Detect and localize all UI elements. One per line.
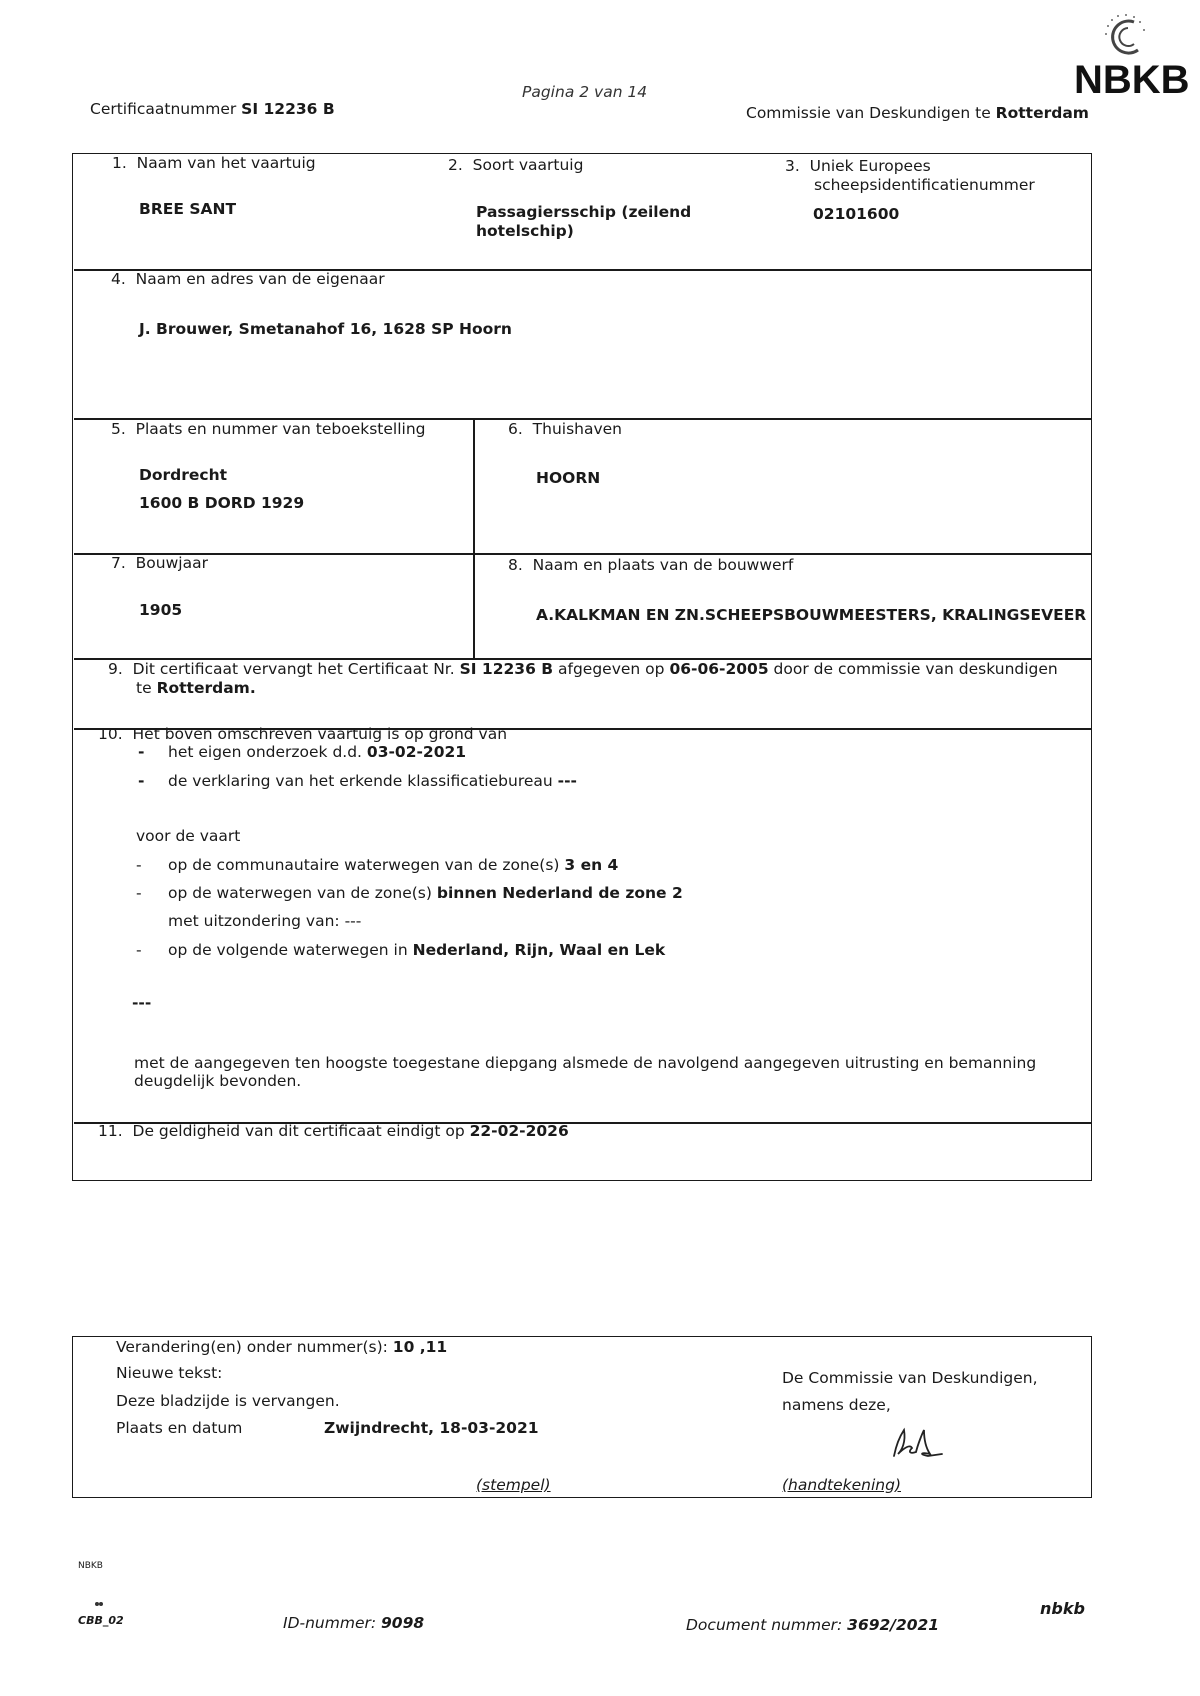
changes-box <box>72 1336 1092 1498</box>
classification-declaration: de verklaring van het erkende klassificatiebureau --- <box>168 772 577 790</box>
changes-numbers: Verandering(en) onder nummer(s): 10 ,11 <box>116 1338 448 1356</box>
field-10-closing: met de aangegeven ten hoogste toegestane diepgang alsmede de navolgend aangegeven uitrusting en bemanning deugdelijk bevonden. <box>134 1054 1037 1090</box>
field-3-label: 3. Uniek Europees scheepsidentificatienummer <box>785 157 1035 194</box>
footer-small-logo: NBKB <box>78 1561 103 1571</box>
nbkb-emblem-icon <box>1100 12 1152 62</box>
build-year: 1905 <box>139 601 183 619</box>
owner-address: J. Brouwer, Smetanahof 16, 1628 SP Hoorn <box>139 320 512 338</box>
certificate-number: Certificaatnummer SI 12236 B <box>90 100 335 118</box>
shipyard: A.KALKMAN EN ZN.SCHEEPSBOUWMEESTERS, KRALINGSEVEER <box>536 606 1087 624</box>
own-inspection: het eigen onderzoek d.d. 03-02-2021 <box>168 743 467 761</box>
field-9-text: 9. Dit certificaat vervangt het Certificaat Nr. SI 12236 B afgegeven op 06-06-2005 door de commissie van deskundigen <box>108 660 1058 678</box>
on-behalf: namens deze, <box>782 1396 891 1414</box>
dash-3: - <box>136 856 142 874</box>
waterway-exceptions: met uitzondering van: --- <box>168 912 362 930</box>
dashes-placeholder: --- <box>132 994 152 1012</box>
registration-place: Dordrecht <box>139 466 228 484</box>
field-6-label: 6. Thuishaven <box>508 420 623 438</box>
field-1-label: 1. Naam van het vaartuig <box>112 154 316 172</box>
field-8-label: 8. Naam en plaats van de bouwwerf <box>508 556 794 574</box>
commission-signoff: De Commissie van Deskundigen, <box>782 1369 1038 1387</box>
registration-number: 1600 B DORD 1929 <box>139 494 305 512</box>
field-4-label: 4. Naam en adres van de eigenaar <box>111 270 385 288</box>
voor-de-vaart: voor de vaart <box>136 827 241 845</box>
dash-2: - <box>138 772 145 790</box>
dash-4: - <box>136 884 142 902</box>
signature-icon <box>888 1422 948 1462</box>
document-number: Document nummer: 3692/2021 <box>686 1616 940 1634</box>
bullet-icon <box>94 1592 104 1598</box>
european-vessel-id: 02101600 <box>813 205 900 223</box>
place-date-label: Plaats en datum <box>116 1419 243 1437</box>
waterway-following: op de volgende waterwegen in Nederland, Rijn, Waal en Lek <box>168 941 666 959</box>
vessel-name: BREE SANT <box>139 200 237 218</box>
field-5-label: 5. Plaats en nummer van teboekstelling <box>111 420 426 438</box>
page-indicator: Pagina 2 van 14 <box>522 83 648 101</box>
waterway-community: op de communautaire waterwegen van de zone(s) 3 en 4 <box>168 856 619 874</box>
commission-header: Commissie van Deskundigen te Rotterdam <box>746 104 1089 122</box>
form-code: CBB_02 <box>78 1614 124 1627</box>
place-date-value: Zwijndrecht, 18-03-2021 <box>324 1419 539 1437</box>
dash-5: - <box>136 941 142 959</box>
page-replaced: Deze bladzijde is vervangen. <box>116 1392 340 1410</box>
field-7-label: 7. Bouwjaar <box>111 554 208 572</box>
vessel-type: Passagiersschip (zeilend hotelschip) <box>476 203 692 240</box>
home-port: HOORN <box>536 469 601 487</box>
field-11: 11. De geldigheid van dit certificaat eindigt op 22-02-2026 <box>98 1122 569 1140</box>
dash-1: - <box>138 743 145 761</box>
field-10-intro: 10. Het boven omschreven vaartuig is op grond van <box>98 725 508 743</box>
footer-brand: nbkb <box>1040 1599 1085 1618</box>
nbkb-logo: NBKB <box>1074 58 1190 102</box>
field-2-label: 2. Soort vaartuig <box>448 156 584 174</box>
waterway-zones: op de waterwegen van de zone(s) binnen Nederland de zone 2 <box>168 884 683 902</box>
field-9-city: te Rotterdam. <box>136 679 256 697</box>
new-text-label: Nieuwe tekst: <box>116 1364 223 1382</box>
id-number: ID-nummer: 9098 <box>283 1614 425 1632</box>
stamp-label: (stempel) <box>476 1476 551 1494</box>
signature-label: (handtekening) <box>782 1476 901 1494</box>
